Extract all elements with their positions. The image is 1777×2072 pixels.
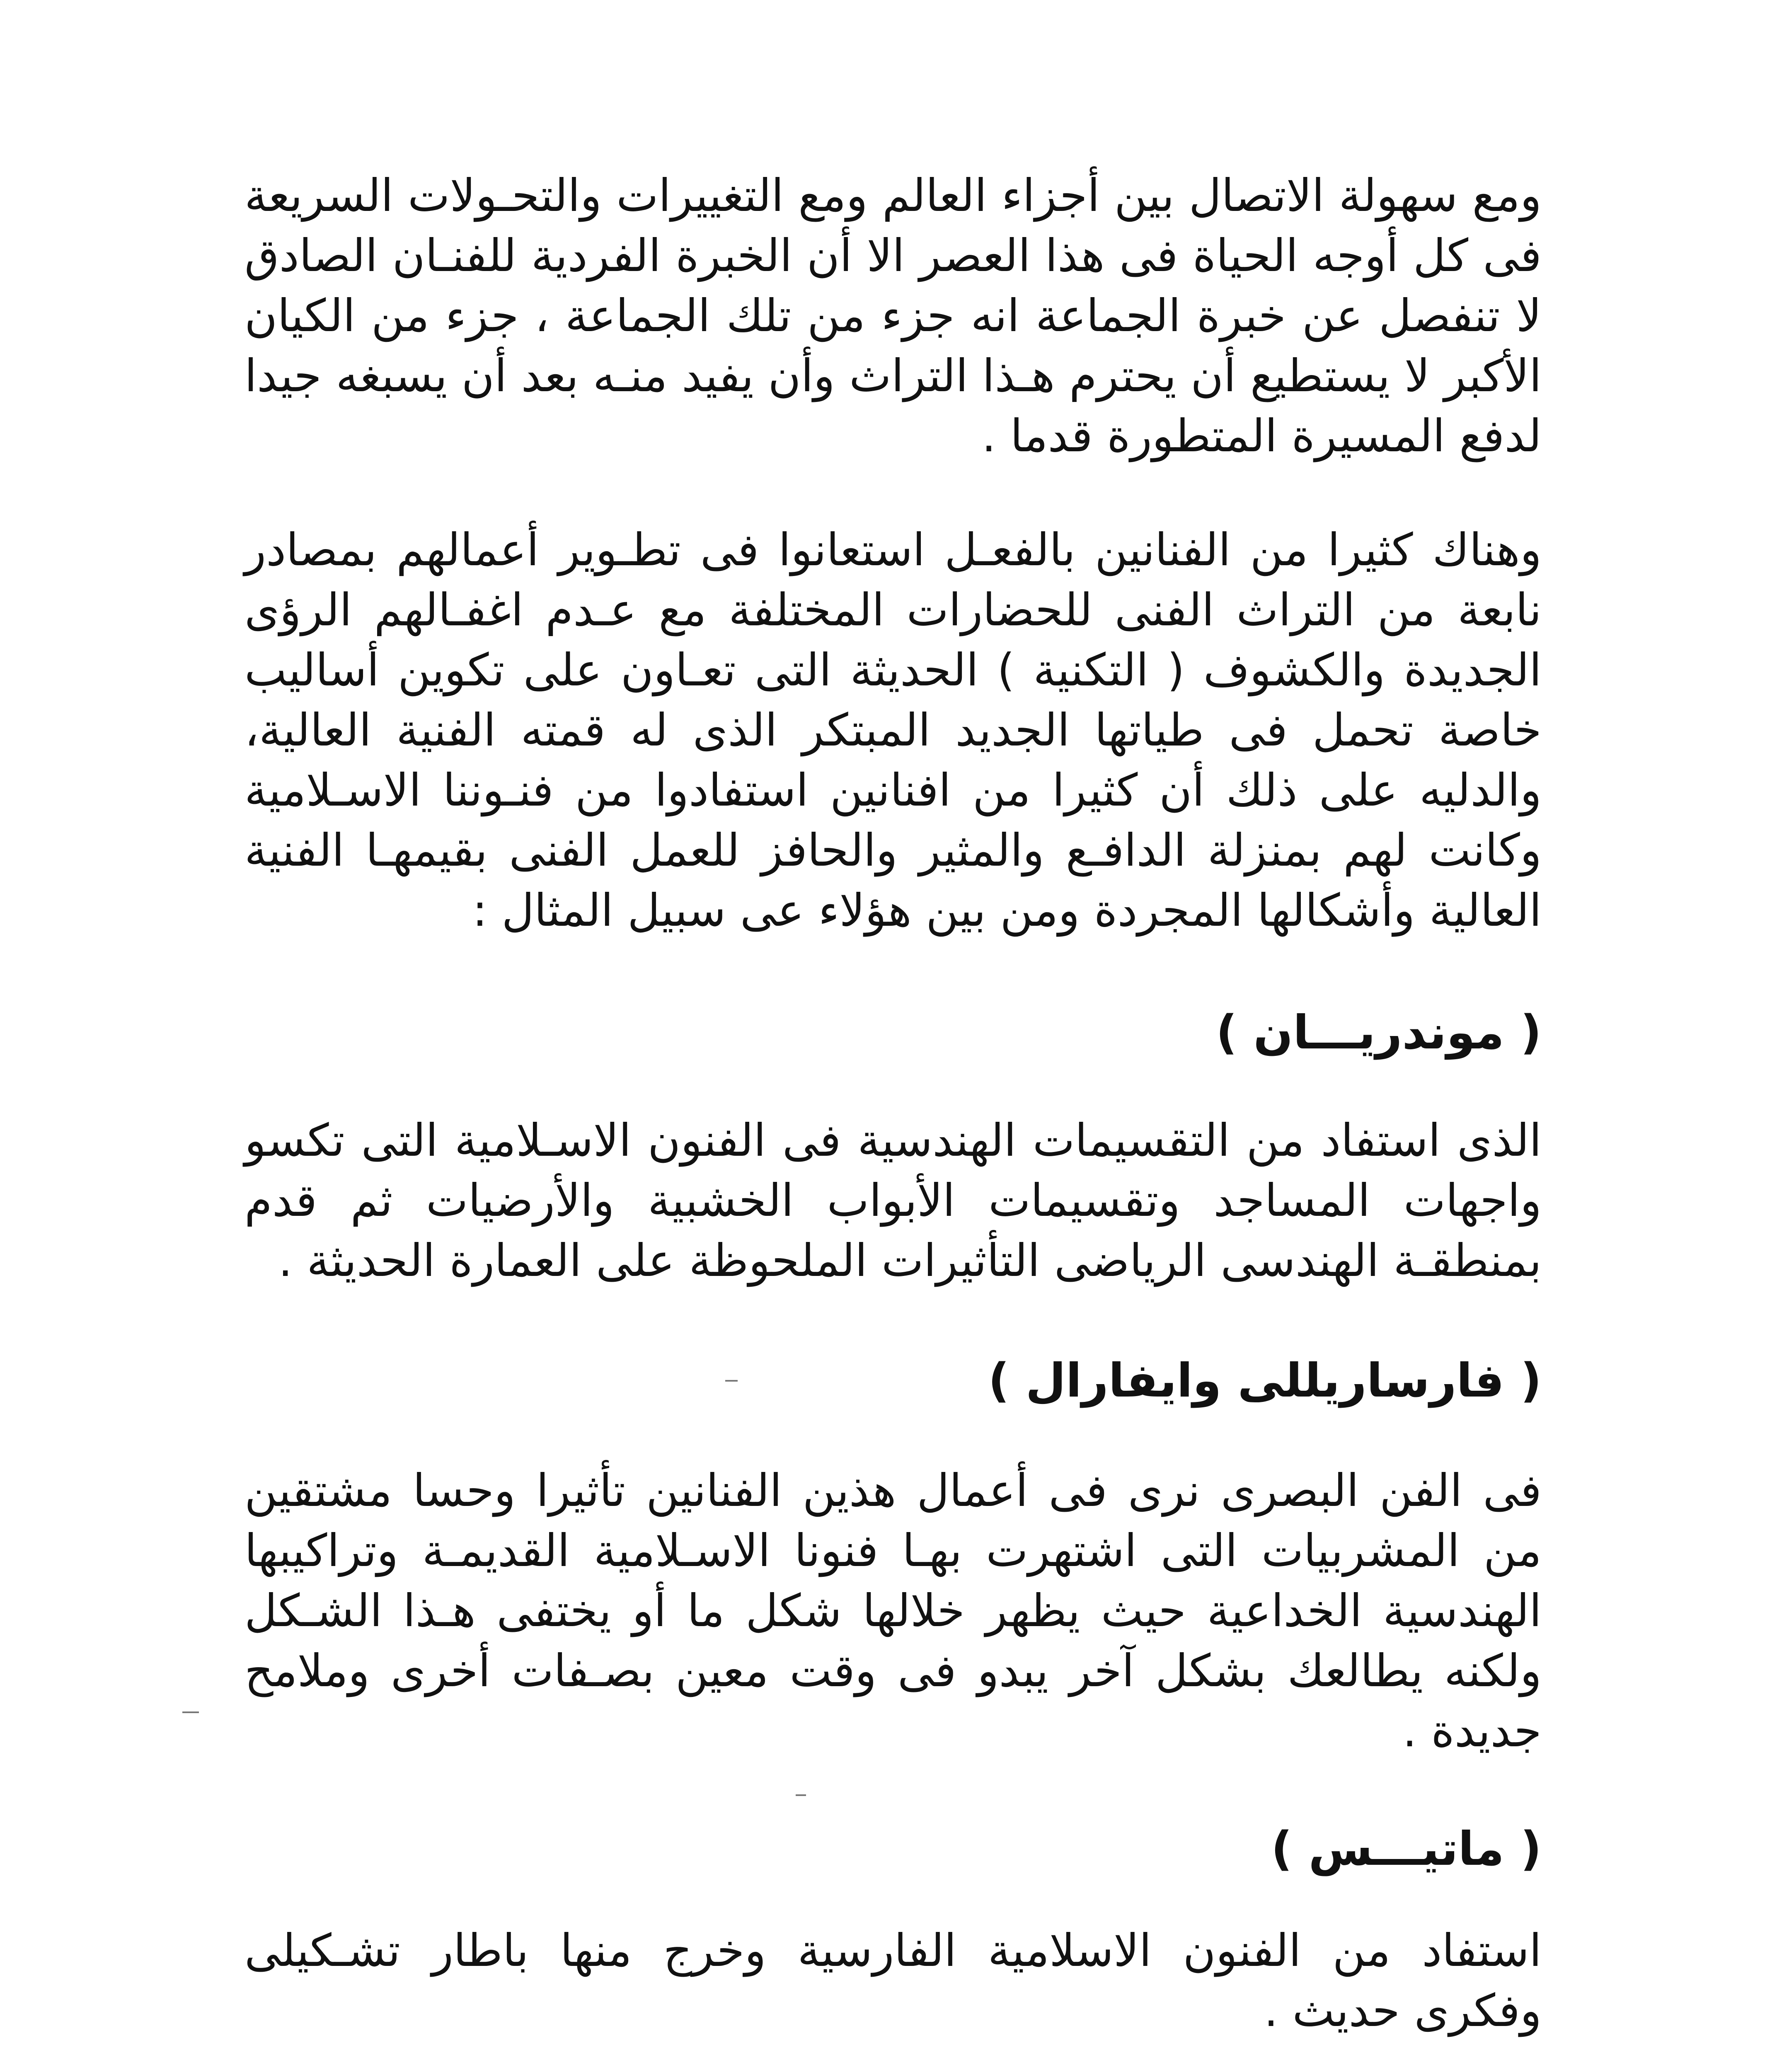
heading-vasarely-yvaral: ( فارساريللى وايفارال ) [988, 1354, 1542, 1408]
heading-mondrian: ( موندريـــان ) [1216, 1006, 1542, 1060]
paragraph-artists-borrowing: وهناك كثيرا من الفنانين بالفعـل استعانوا فى تطـوير أعمالهم بمصادر نابعة من التراث الفنى للحضارات المختلفة مع عـدم اغفـالهم الرؤى الجديدة والكشوف ( التكنية ) الحديثة التى تعـاون على تكوين أساليب خاصة تحمل فى طياتها الجديد المبتكر الذى له قمته الفنية العالية، والدليه على ذلك أن كثيرا من افنانين استفادوا من فنـوننا الاسـلامية وكانت لهم بمنزلة الدافـع والمثير والحافز للعمل الفنى بقيمهـا الفنية العالية وأشكالها المجردة ومن بين هؤلاء عى سبيل المثال : [245, 524, 1542, 937]
heading-matisse: ( ماتيـــس ) [1271, 1822, 1542, 1876]
paragraph-heritage-intro: ومع سهولة الاتصال بين أجزاء العالم ومع التغييرات والتحـولات السريعة فى كل أوجه الحياة فى هذا العصر الا أن الخبرة الفردية للفنـان الصادق لا تنفصل عن خبرة الجماعة انه جزء من تلك الجماعة ، جزء من الكيان الأكبر لا يستطيع أن يحترم هـذا التراث وأن يفيد منـه بعد أن يسبغه جيدا لدفع المسيرة المتطورة قدما . [245, 170, 1542, 462]
scan-artifact-line [725, 1380, 738, 1382]
paragraph-op-art: فى الفن البصرى نرى فى أعمال هذين الفنانين تأثيرا وحسا مشتقين من المشربيات التى اشتهرت بهـا فنونا الاسـلامية القديمـة وتراكيبها الهندسية الخداعية حيث يظهر خلالها شكل ما أو يختفى هـذا الشـكل ولكنه يطالعك بشكل آخر يبدو فى وقت معين بصـفات أخرى وملامح جديدة . [245, 1465, 1542, 1757]
scan-artifact-line [796, 1794, 806, 1796]
body-text [245, 166, 1542, 2072]
scan-artifact-line [182, 1711, 199, 1713]
paragraph-matisse: استفاد من الفنون الاسلامية الفارسية وخرج منها باطار تشـكيلى وفكرى حديث . [245, 1925, 1542, 2037]
paragraph-mondrian: الذى استفاد من التقسيمات الهندسية فى الفنون الاسـلامية التى تكسو واجهات المساجد وتقسيمات الأبواب الخشبية والأرضيات ثم قدم بمنطقـة الهندسى الرياضى التأثيرات الملحوظة على العمارة الحديثة . [245, 1115, 1542, 1287]
